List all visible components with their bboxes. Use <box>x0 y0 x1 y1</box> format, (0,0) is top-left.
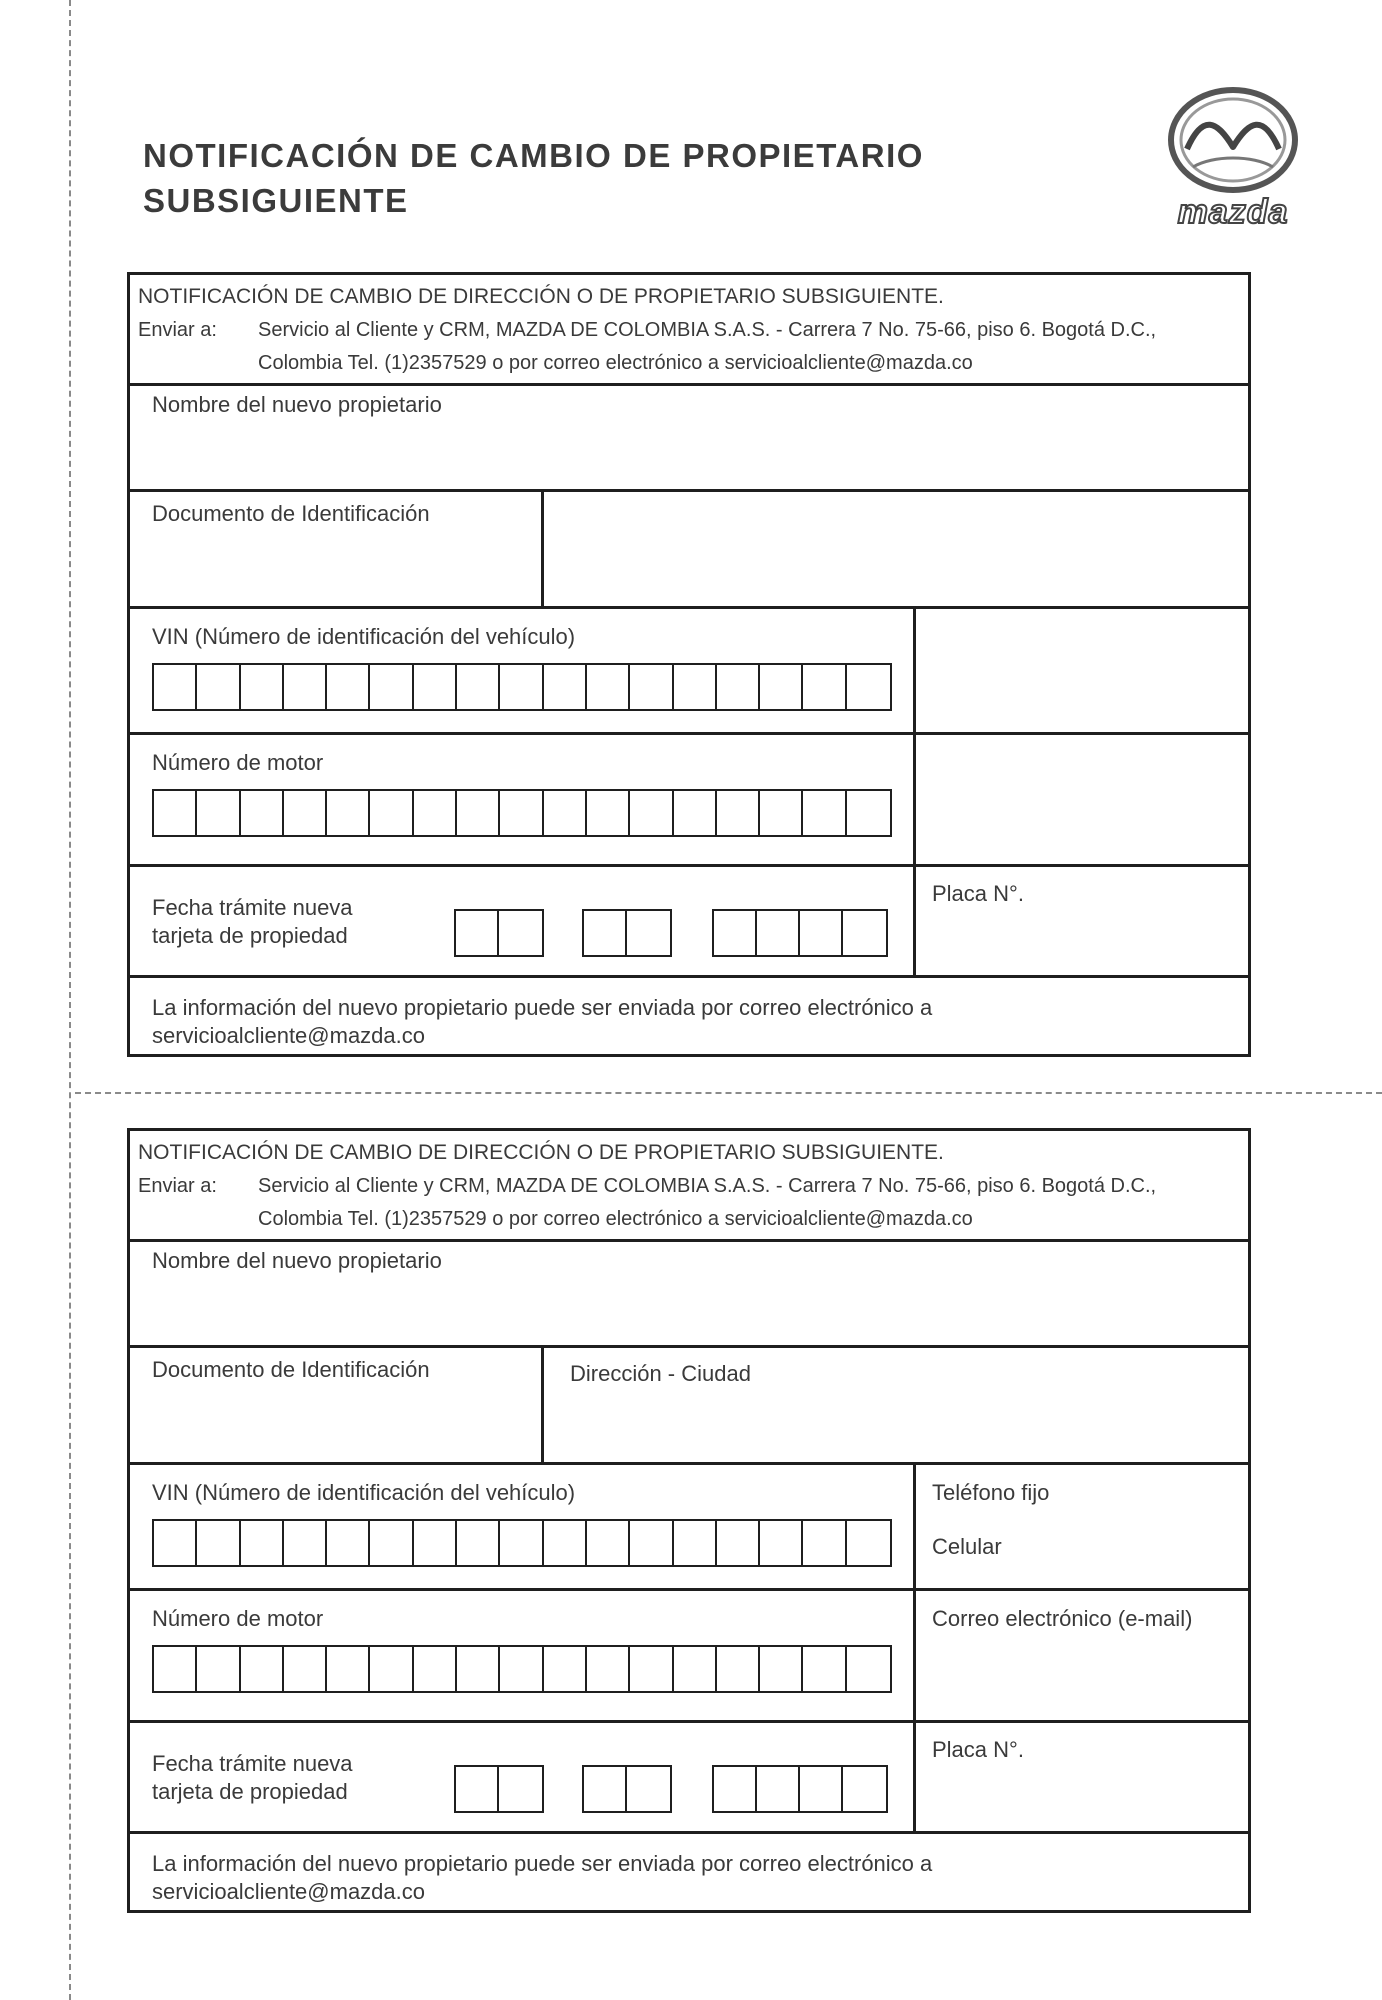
engine-number-input-boxes[interactable] <box>152 789 892 837</box>
date-month-boxes[interactable] <box>582 1765 672 1813</box>
divider <box>541 1345 544 1462</box>
mazda-logo-icon <box>1153 85 1313 195</box>
divider <box>913 1462 916 1832</box>
date-label-line-1: Fecha trámite nueva <box>152 1751 353 1776</box>
plate-label: Placa N°. <box>932 881 1024 906</box>
address-line-1: Servicio al Cliente y CRM, MAZDA DE COLOMBIA S.A.S. - Carrera 7 No. 75-66, piso 6. Bogotá D.C., <box>258 319 1157 341</box>
date-year-boxes[interactable] <box>712 1765 888 1813</box>
notification-form-2 <box>127 1128 1251 1913</box>
email-label: Correo electrónico (e-mail) <box>932 1606 1193 1631</box>
title-line-2: SUBSIGUIENTE <box>143 182 409 219</box>
engine-number-label: Número de motor <box>152 750 324 775</box>
footer-line-1: La información del nuevo propietario puede ser enviada por correo electrónico a <box>152 995 933 1020</box>
date-year-boxes[interactable] <box>712 909 888 957</box>
mobile-label: Celular <box>932 1534 1002 1559</box>
date-day-boxes[interactable] <box>454 909 544 957</box>
divider <box>130 864 1248 867</box>
mazda-wordmark: mazda <box>1177 193 1289 231</box>
divider <box>130 383 1248 386</box>
address-line-2: Colombia Tel. (1)2357529 o por correo electrónico a servicioalcliente@mazda.co <box>258 352 973 374</box>
date-day-boxes[interactable] <box>454 1765 544 1813</box>
form-heading: NOTIFICACIÓN DE CAMBIO DE DIRECCIÓN O DE PROPIETARIO SUBSIGUIENTE. <box>138 285 944 308</box>
divider <box>130 1345 1248 1348</box>
divider <box>130 606 1248 609</box>
date-label-line-2: tarjeta de propiedad <box>152 1779 348 1804</box>
horizontal-cut-line <box>75 1092 1382 1094</box>
form-heading: NOTIFICACIÓN DE CAMBIO DE DIRECCIÓN O DE PROPIETARIO SUBSIGUIENTE. <box>138 1141 944 1164</box>
divider <box>130 1239 1248 1242</box>
divider <box>130 1588 1248 1591</box>
date-month-boxes[interactable] <box>582 909 672 957</box>
divider <box>130 489 1248 492</box>
divider <box>130 732 1248 735</box>
id-document-label: Documento de Identificación <box>152 1357 430 1382</box>
vin-label: VIN (Número de identificación del vehículo) <box>152 624 576 649</box>
footer-line-1: La información del nuevo propietario puede ser enviada por correo electrónico a <box>152 1851 933 1876</box>
plate-label: Placa N°. <box>932 1737 1024 1762</box>
divider <box>130 1462 1248 1465</box>
engine-number-label: Número de motor <box>152 1606 324 1631</box>
vin-input-boxes[interactable] <box>152 1519 892 1567</box>
id-document-label: Documento de Identificación <box>152 501 430 526</box>
divider <box>541 489 544 606</box>
send-to-label: Enviar a: <box>138 319 217 341</box>
engine-number-input-boxes[interactable] <box>152 1645 892 1693</box>
phone-label: Teléfono fijo <box>932 1480 1050 1505</box>
address-city-label: Dirección - Ciudad <box>570 1361 751 1386</box>
footer-line-2: servicioalcliente@mazda.co <box>152 1879 426 1904</box>
owner-name-label: Nombre del nuevo propietario <box>152 392 442 417</box>
title-line-1: NOTIFICACIÓN DE CAMBIO DE PROPIETARIO <box>143 137 924 174</box>
vin-input-boxes[interactable] <box>152 663 892 711</box>
mazda-logo <box>1153 85 1313 230</box>
vin-label: VIN (Número de identificación del vehículo) <box>152 1480 576 1505</box>
date-label-line-2: tarjeta de propiedad <box>152 923 348 948</box>
date-label-line-1: Fecha trámite nueva <box>152 895 353 920</box>
address-line-2: Colombia Tel. (1)2357529 o por correo electrónico a servicioalcliente@mazda.co <box>258 1208 973 1230</box>
notification-form-1 <box>127 272 1251 1057</box>
address-line-1: Servicio al Cliente y CRM, MAZDA DE COLOMBIA S.A.S. - Carrera 7 No. 75-66, piso 6. Bogotá D.C., <box>258 1175 1157 1197</box>
divider <box>130 975 1248 978</box>
divider <box>913 606 916 976</box>
divider <box>130 1720 1248 1723</box>
footer-line-2: servicioalcliente@mazda.co <box>152 1023 426 1048</box>
vertical-cut-line <box>69 0 71 2000</box>
send-to-label: Enviar a: <box>138 1175 217 1197</box>
divider <box>130 1831 1248 1834</box>
page-title <box>143 133 1023 223</box>
owner-name-label: Nombre del nuevo propietario <box>152 1248 442 1273</box>
